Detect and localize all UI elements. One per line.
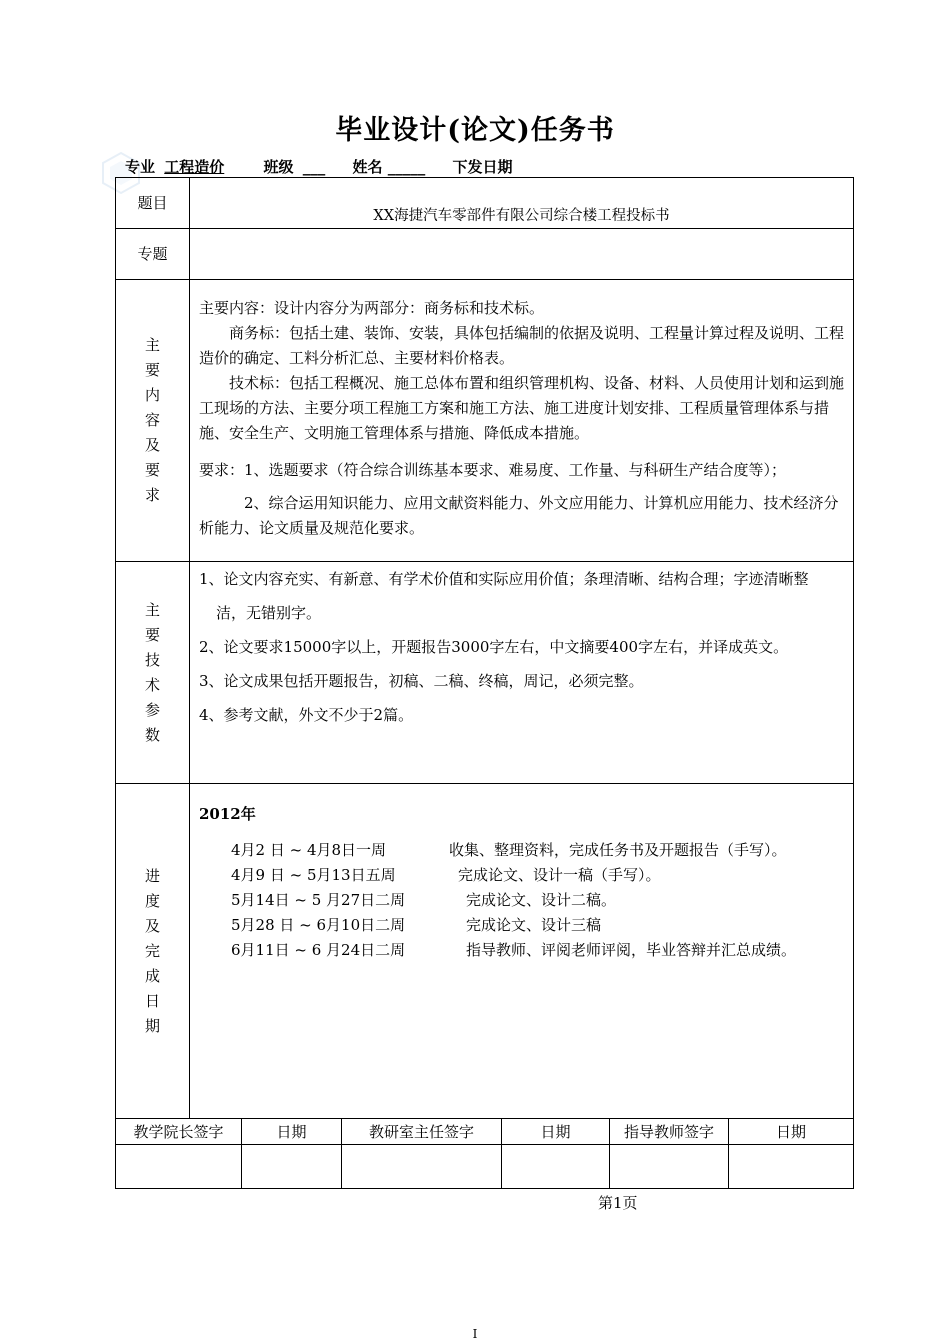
schedule-period: 4月2 日 ~ 4月8日一周 (231, 841, 387, 859)
content-business: 商务标：包括土建、装饰、安装，具体包括编制的依据及说明、工程量计算过程及说明、工程造价的确定、工料分析汇总、主要材料价格表。 (199, 324, 845, 367)
content-label-chars (144, 333, 162, 508)
sig-director-label: 教研室主任签字 (342, 1119, 502, 1145)
special-row (116, 229, 854, 280)
tech-item-3: 3、论文成果包括开题报告，初稿、二稿、终稿，周记，必须完整。 (199, 672, 644, 690)
content-requirement-2: 2、综合运用知识能力、应用文献资料能力、外文应用能力、计算机应用能力、技术经济分析能力、论文质量及规范化要求。 (199, 494, 839, 537)
schedule-label-char: 度 (144, 891, 160, 910)
schedule-label (116, 784, 190, 1119)
sig-date-label-1: 日期 (242, 1119, 342, 1145)
name-label: 姓名 (352, 158, 383, 176)
schedule-item (199, 938, 845, 963)
sig-date-field-1 (242, 1145, 342, 1189)
content-technical: 技术标：包括工程概况、施工总体布置和组织管理机构、设备、材料、人员使用计划和运到施工现场的方法、主要分项工程施工方案和施工方法、施工进度计划安排、工程质量管理体系与措施、安全生产、文明施工管理体系与措施、降低成本措施。 (199, 374, 845, 442)
sig-date-field-2 (502, 1145, 610, 1189)
schedule-label-char: 日 (144, 991, 160, 1010)
tech-label-chars (144, 598, 162, 748)
major-value: 工程造价 (164, 158, 225, 176)
content-label-char: 要 (144, 461, 160, 479)
sig-advisor-field (610, 1145, 729, 1189)
date-label: 下发日期 (452, 158, 513, 176)
content-label-char: 主 (144, 336, 160, 354)
content-requirement-1: 要求：1、选题要求（符合综合训练基本要求、难易度、工作量、与科研生产结合度等）； (199, 461, 787, 479)
schedule-label-char: 进 (144, 866, 160, 885)
document-title: 毕业设计(论文)任务书 (335, 115, 615, 146)
name-blank: _____ (387, 158, 426, 176)
schedule-task: 指导教师、评阅老师评阅，毕业答辩并汇总成绩。 (466, 941, 797, 959)
schedule-label-char: 及 (144, 916, 160, 935)
signature-blank-row (116, 1145, 854, 1189)
special-value (190, 229, 854, 280)
tech-label-char: 术 (144, 675, 160, 694)
tech-row (116, 562, 854, 784)
schedule-label-chars (144, 864, 162, 1039)
tech-label-char: 数 (144, 725, 160, 744)
sig-date-label-2: 日期 (502, 1119, 610, 1145)
content-main: 主要内容：设计内容分为两部分：商务标和技术标。 (199, 299, 545, 317)
class-blank: ___ (302, 158, 326, 176)
tech-label-char: 要 (144, 625, 160, 644)
content-label-char: 容 (144, 411, 160, 429)
tech-cell (190, 562, 854, 784)
schedule-item (199, 888, 845, 913)
schedule-period: 5月14日 ~ 5 月27日二周 (231, 891, 406, 909)
tech-item-2: 2、论文要求15000字以上，开题报告3000字左右，中文摘要400字左右，并译成英文。 (199, 638, 789, 656)
schedule-item (199, 863, 845, 888)
tech-label (116, 562, 190, 784)
schedule-item (199, 838, 845, 863)
sig-date-label-3: 日期 (729, 1119, 854, 1145)
schedule-cell (190, 784, 854, 1119)
schedule-label-char: 期 (144, 1016, 160, 1035)
tech-item-4: 4、参考文献，外文不少于2篇。 (199, 706, 414, 724)
topic-value: XX海捷汽车零部件有限公司综合楼工程投标书 (190, 178, 854, 229)
page-number: 第1页 (598, 1194, 638, 1212)
sig-dean-field (116, 1145, 242, 1189)
sig-dean-label: 教学院长签字 (116, 1119, 242, 1145)
sig-advisor-label: 指导教师签字 (610, 1119, 729, 1145)
major-label: 专业 (125, 158, 156, 176)
topic-label: 题目 (116, 178, 190, 229)
schedule-period: 5月28 日 ~ 6月10日二周 (231, 916, 406, 934)
tech-label-char: 技 (144, 650, 160, 669)
schedule-item (199, 913, 845, 938)
sig-date-field-3 (729, 1145, 854, 1189)
meta-line (125, 156, 512, 177)
sig-director-field (342, 1145, 502, 1189)
content-label (116, 280, 190, 562)
tech-label-char: 参 (144, 700, 160, 719)
schedule-period: 4月9 日 ~ 5月13日五周 (231, 866, 396, 884)
content-label-char: 求 (144, 486, 160, 504)
topic-row (116, 178, 854, 229)
content-cell (190, 280, 854, 562)
content-label-char: 内 (144, 386, 160, 404)
signature-header-row (116, 1119, 854, 1145)
schedule-row (116, 784, 854, 1119)
task-table (115, 177, 854, 1119)
schedule-list (199, 838, 845, 963)
schedule-label-char: 成 (144, 966, 160, 985)
tech-item-1-cont: 洁，无错别字。 (216, 604, 322, 622)
schedule-task: 收集、整理资料，完成任务书及开题报告（手写）。 (449, 841, 787, 859)
schedule-label-char: 完 (144, 941, 160, 960)
content-label-char: 要 (144, 361, 160, 379)
class-label: 班级 (263, 158, 294, 176)
schedule-period: 6月11日 ~ 6 月24日二周 (231, 941, 406, 959)
signature-table (115, 1118, 854, 1189)
schedule-task: 完成论文、设计一稿（手写）。 (458, 866, 661, 884)
schedule-task: 完成论文、设计二稿。 (466, 891, 617, 909)
special-label: 专题 (116, 229, 190, 280)
content-label-char: 及 (144, 436, 160, 454)
tech-label-char: 主 (144, 600, 160, 619)
tech-item-1: 1、论文内容充实、有新意、有学术价值和实际应用价值；条理清晰、结构合理；字迹清晰整 (199, 570, 809, 588)
schedule-task: 完成论文、设计三稿 (466, 916, 602, 934)
content-row (116, 280, 854, 562)
roman-page-number: I (472, 1327, 478, 1341)
schedule-year: 2012年 (199, 805, 256, 823)
